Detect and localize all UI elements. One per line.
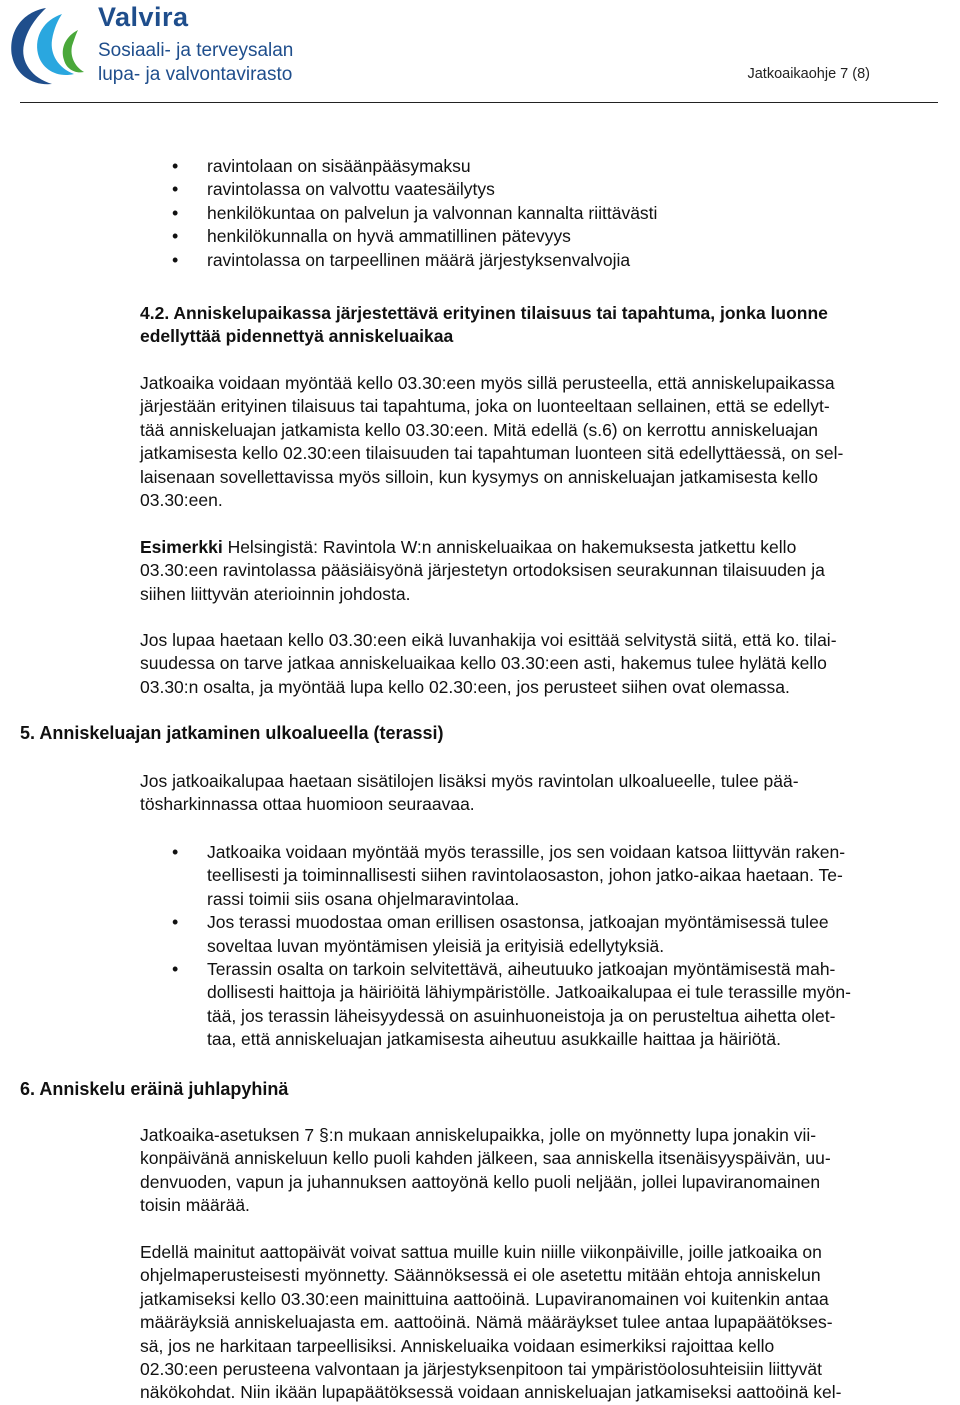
page-header: [0, 0, 960, 106]
list-item: • henkilökunnalla on hyvä ammatillinen pätevyys: [140, 225, 920, 248]
example-paragraph: Esimerkki Helsingistä: Ravintola W:n anniskeluaikaa on hakemuksesta jatkettu kello 03.30:een ravintolassa pääsiäisyönä järjestetyn ortodoksisen seurakunnan tilaisuuden ja siihen liittyvän aterioinnin johdosta.: [140, 537, 825, 604]
logo-wordmark: Valvira: [98, 2, 189, 32]
section-4-2-paragraph-1: Jatkoaika voidaan myöntää kello 03.30:een myös sillä perusteella, että anniskelupaikassa järjestään erityinen tilaisuus tai tapahtuma, joka on luonteeltaan sellainen, että se edellyt- tää anniskeluajan jatkamista kello 03.30:een. Mitä edellä (s.6) on kerrottu anniskeluajan jatkamisesta kello 02.30:een tilaisuuden tai tapahtuman luonteen sitä edellyttäessä, on sel- laisenaan sovellettavissa myös silloin, kun kysymys on anniskeluajan jatkamisesta kello 03.30:een.: [140, 373, 844, 511]
criteria-list: [140, 155, 920, 272]
list-item: • henkilökuntaa on palvelun ja valvonnan kannalta riittävästi: [140, 202, 920, 225]
list-item: • Terassin osalta on tarkoin selvitettävä, aiheutuuko jatkoajan myöntämisestä mah- dollisesti haittoja ja häiriöitä lähiympäristölle. Jatkoaikalupaa ei tule terassille myön- tää, jos terassin läheisyydessä on asuinhuoneistoja ja on perusteltua aihetta olet- taa, että anniskeluajan jatkamisesta aiheutuu asukkaille haittaa ja häiriötä.: [140, 958, 950, 1052]
list-item: • Jatkoaika voidaan myöntää myös terassille, jos sen voidaan katsoa liittyvän raken- teellisesti ja toiminnallisesti siihen ravintolaosaston, johon jatko-aikaa haetaan. Te- rassi toimii siis osana ohjelmaravintolaa.: [140, 841, 950, 911]
header-divider: [20, 102, 938, 103]
terrace-list: [140, 841, 950, 1052]
logo-tagline-2: lupa- ja valvontavirasto: [98, 64, 293, 85]
list-item: • ravintolassa on valvottu vaatesäilytys: [140, 178, 920, 201]
list-item: • ravintolassa on tarpeellinen määrä järjestyksenvalvojia: [140, 249, 920, 272]
valvira-logo-icon: [4, 4, 88, 88]
section-6-heading: 6. Anniskelu eräinä juhlapyhinä: [20, 1079, 289, 1099]
section-5-intro: Jos jatkoaikalupaa haetaan sisätilojen lisäksi myös ravintolan ulkoalueelle, tulee pää- tösharkinnassa ottaa huomioon seuraavaa.: [140, 771, 799, 815]
section-5-heading: 5. Anniskeluajan jatkaminen ulkoalueella (terassi): [20, 723, 444, 743]
section-6-paragraph-2: Edellä mainitut aattopäivät voivat sattua muille kuin niille viikonpäiville, joille jatkoaika on ohjelmaperusteisesti myönnetty. Säännöksessä ei ole asetettu mitään ehtoja anniskelun jatkamiseksi kello 03.30:een mainittuina aattoöinä. Lupaviranomainen voi kuitenkin antaa määräyksiä anniskeluajasta em. aattoöinä. Nämä määräykset tulee antaa lupapäätökses- sä, jos ne harkitaan tarpeellisiksi. Anniskeluaika voidaan esimerkiksi rajoittaa kello 02.30:een perusteena valvontaan ja järjestyksenpitoon tai ympäristöolosuhteisiin liittyvät näkökohdat. Niin ikään lupapäätöksessä voidaan anniskeluajan jatkamiseksi aattoöinä kel-: [140, 1242, 842, 1403]
section-4-2-heading: 4.2. Anniskelupaikassa järjestettävä erityinen tilaisuus tai tapahtuma, jonka luonne edellyttää pidennettyä anniskeluaikaa: [140, 303, 828, 347]
list-item: • Jos terassi muodostaa oman erillisen osastonsa, jatkoajan myöntämisessä tulee soveltaa luvan myöntämisen yleisiä ja erityisiä edellytyksiä.: [140, 911, 950, 958]
list-item: • ravintolaan on sisäänpääsymaksu: [140, 155, 920, 178]
page-label: Jatkoaikaohje 7 (8): [747, 66, 870, 82]
logo-tagline-1: Sosiaali- ja terveysalan: [98, 40, 294, 61]
section-4-2-paragraph-3: Jos lupaa haetaan kello 03.30:een eikä luvanhakija voi esittää selvitystä siitä, että ko. tilai- suudessa on tarve jatkaa anniskeluaikaa kello 03.30:een asti, hakemus tulee hylätä kello 03.30:n osalta, ja myöntää lupa kello 02.30:een, jos perusteet siihen ovat olemassa.: [140, 630, 837, 697]
example-label: Esimerkki: [140, 537, 223, 557]
section-6-paragraph-1: Jatkoaika-asetuksen 7 §:n mukaan anniskelupaikka, jolle on myönnetty lupa jonakin vii- konpäivänä anniskeluun kello puoli kahden jälkeen, saa anniskella itsenäisyyspäivän, uu- denvuoden, vapun ja juhannuksen aattoyönä kello puoli neljään, jollei lupaviranomainen toisin määrää.: [140, 1125, 831, 1216]
